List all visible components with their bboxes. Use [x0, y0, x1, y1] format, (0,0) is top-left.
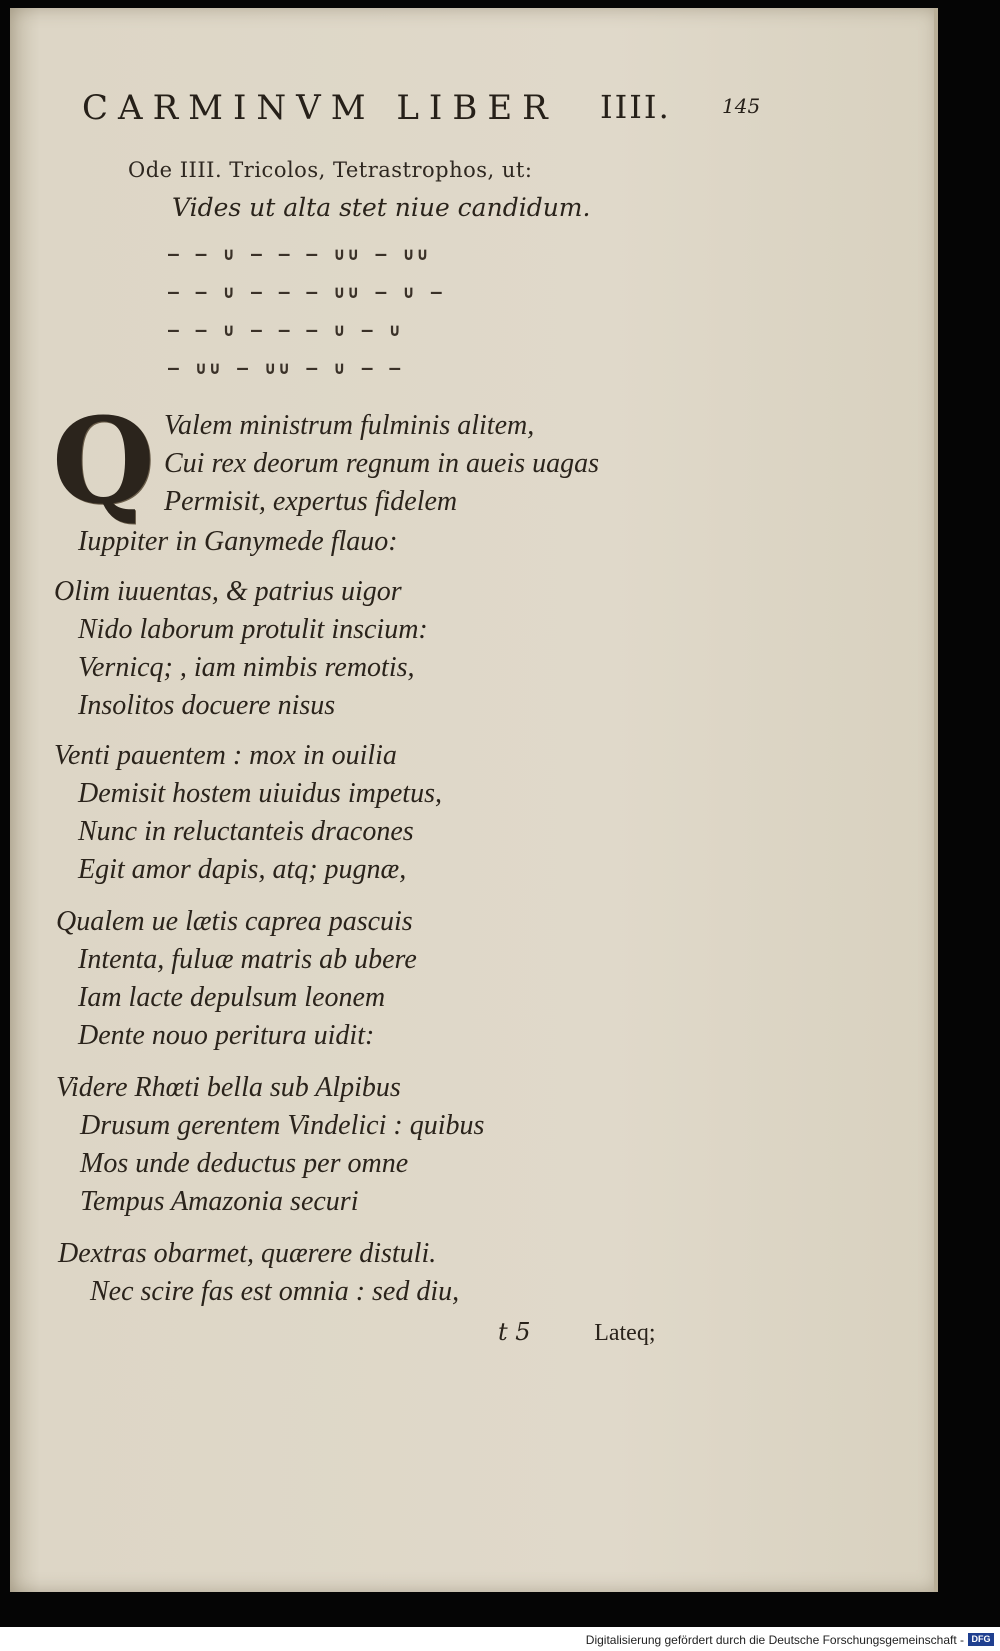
verse-line: Venti pauentem : mox in ouilia — [54, 740, 397, 771]
meter-line: – – ∪ – – – ∪ – ∪ — [168, 320, 404, 341]
verse-line: Drusum gerentem Vindelici : quibus — [80, 1110, 485, 1141]
verse-line: Nunc in reluctanteis dracones — [78, 816, 414, 847]
ode-heading: Ode IIII. Tricolos, Tetrastrophos, ut: — [128, 158, 533, 182]
verse-line: Nido laborum protulit inscium: — [78, 614, 428, 645]
running-head-book-number: IIII. — [600, 88, 671, 126]
verse-line: Tempus Amazonia securi — [80, 1186, 359, 1217]
verse-line: Dextras obarmet, quærere distuli. — [58, 1238, 437, 1269]
meter-line: – – ∪ – – – ∪∪ – ∪ – — [168, 282, 445, 303]
verse-line: Valem ministrum fulminis alitem, — [164, 410, 535, 441]
verse-line: Demisit hostem uiuidus impetus, — [78, 778, 442, 809]
catchwords — [498, 1318, 656, 1347]
verse-line: Qualem ue lætis caprea pascuis — [56, 906, 413, 937]
footer-bar — [0, 1627, 1000, 1651]
verse-line: Permisit, expertus fidelem — [164, 486, 458, 517]
decorated-initial: Q — [52, 391, 155, 530]
running-head-title: CARMINVM LIBER — [82, 88, 558, 128]
folio-number: 145 — [722, 94, 761, 118]
meter-line: – ∪∪ – ∪∪ – ∪ – – — [168, 358, 404, 379]
verse-line: Iuppiter in Ganymede flauo: — [78, 526, 398, 557]
ode-example-line: Vides ut alta stet niue candidum. — [172, 193, 591, 222]
verse-line: Cui rex deorum regnum in aueis uagas — [164, 448, 599, 479]
verse-line: Vernicq; , iam nimbis remotis, — [78, 652, 415, 683]
verse-line: Mos unde deductus per omne — [80, 1148, 409, 1179]
verse-line: Iam lacte depulsum leonem — [78, 982, 386, 1013]
verse-line: Nec scire fas est omnia : sed diu, — [90, 1276, 460, 1307]
verse-line: Egit amor dapis, atq; pugnæ, — [78, 854, 407, 885]
page-edge — [934, 8, 938, 1592]
verse-line: Dente nouo peritura uidit: — [78, 1020, 375, 1051]
running-head — [82, 88, 782, 128]
verse-line: Olim iuuentas, & patrius uigor — [54, 576, 402, 607]
dfg-logo: DFG — [968, 1633, 994, 1646]
meter-line: – – ∪ – – – ∪∪ – ∪∪ — [168, 244, 431, 265]
verse-line: Intenta, fuluæ matris ab ubere — [78, 944, 417, 975]
catchword: Lateq; — [594, 1320, 656, 1346]
funding-notice: Digitalisierung gefördert durch die Deutsche Forschungsgemeinschaft - — [585, 1633, 964, 1647]
verse-line: Videre Rhœti bella sub Alpibus — [56, 1072, 401, 1103]
signature-mark: t 5 — [498, 1318, 531, 1346]
verse-line: Insolitos docuere nisus — [78, 690, 336, 721]
